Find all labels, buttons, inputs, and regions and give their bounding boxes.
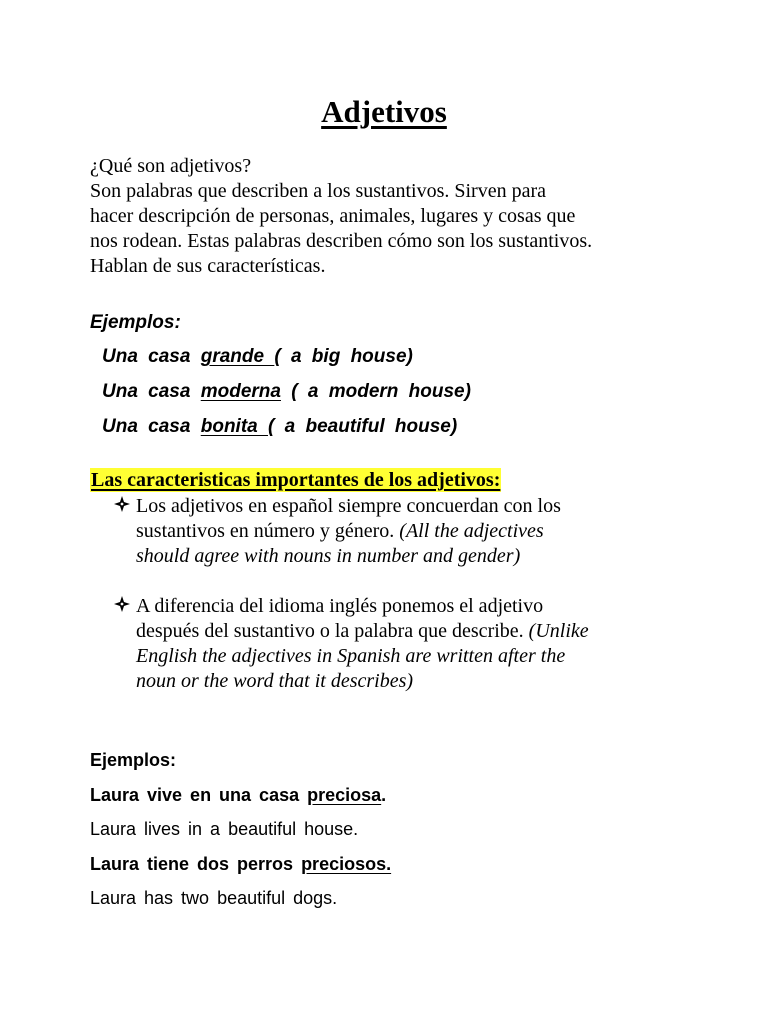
example-sentence (90, 785, 386, 806)
sentence-before: Laura tiene dos perros (90, 854, 302, 874)
page-title: Adjetivos (321, 94, 447, 129)
bullet-translation: (Unlike (528, 620, 589, 642)
bullet-text-line (136, 544, 520, 569)
example-translation: Laura lives in a beautiful house. (90, 819, 359, 839)
example-adjective: grande (200, 346, 275, 367)
bullet-text-line (136, 619, 589, 644)
example-before: Una casa (102, 346, 201, 367)
bullet-translation: noun or the word that it describes) (136, 670, 414, 692)
example-line (102, 416, 457, 438)
intro-question: ¿Qué son adjetivos? (90, 155, 252, 177)
bullet-plain: después del sustantivo o la palabra que describe. (136, 620, 529, 642)
example-adjective: bonita (200, 416, 269, 437)
example-after: ( a modern house) (280, 381, 471, 402)
sentence-adjective: preciosos. (301, 854, 392, 874)
sentence-before: Laura vive en una casa (90, 785, 308, 805)
example-line (102, 346, 413, 368)
bullet-translation: should agree with nouns in number and gender) (136, 545, 521, 567)
intro-line: nos rodean. Estas palabras describen cómo son los sustantivos. (90, 230, 593, 252)
bullet-text-line (136, 519, 544, 544)
example-before: Una casa (102, 416, 201, 437)
intro-line: Hablan de sus características. (90, 255, 326, 277)
diamond-bullet-icon (114, 496, 130, 517)
bullet-text-line: Los adjetivos en español siempre concuerdan con los (136, 495, 561, 517)
sentence-adjective: preciosa (307, 785, 382, 805)
example-before: Una casa (102, 381, 201, 402)
bullet-plain: sustantivos en número y género. (136, 520, 400, 542)
intro-line: hacer descripción de personas, animales, lugares y cosas que (90, 205, 576, 227)
bullet-translation: English the adjectives in Spanish are written after the (136, 645, 566, 667)
diamond-bullet-icon (114, 596, 130, 617)
intro-line: Son palabras que describen a los sustantivos. Sirven para (90, 180, 547, 202)
example-translation: Laura has two beautiful dogs. (90, 888, 338, 908)
example-after: ( a big house) (274, 346, 413, 367)
bullet-text-line (136, 644, 565, 669)
bullet-translation: (All the adjectives (399, 520, 544, 542)
examples-label: Ejemplos: (90, 312, 181, 333)
bullet-text-line: A diferencia del idioma inglés ponemos el adjetivo (136, 595, 544, 617)
example-line (102, 381, 471, 403)
example-sentence (90, 854, 391, 875)
sentence-after: . (381, 785, 387, 805)
examples-label: Ejemplos: (90, 750, 177, 770)
characteristics-heading: Las caracteristicas importantes de los adjetivos: (91, 469, 501, 491)
example-after: ( a beautiful house) (268, 416, 458, 437)
example-adjective: moderna (200, 381, 281, 402)
bullet-text-line (136, 669, 413, 694)
